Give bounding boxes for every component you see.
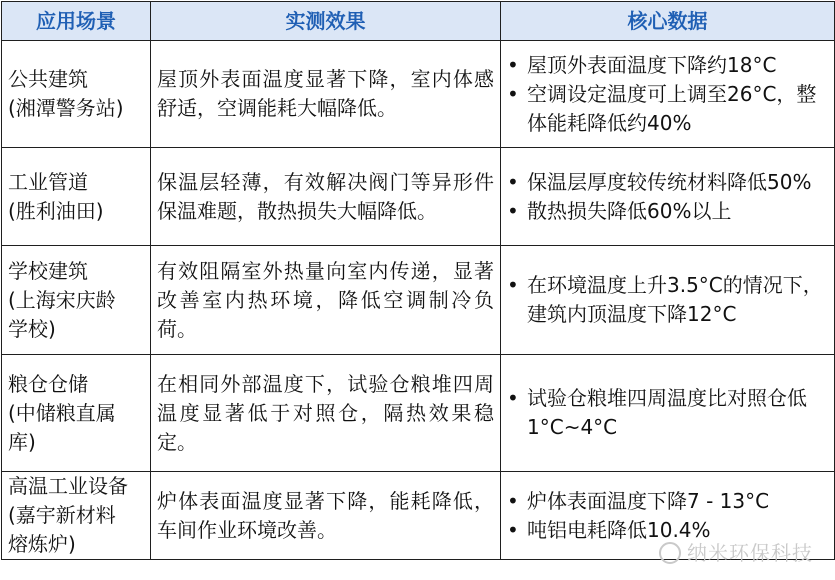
scene-line: 高温工业设备 <box>8 474 128 498</box>
table-row <box>2 246 835 355</box>
table-row <box>2 41 835 148</box>
bullet-icon: • <box>507 517 519 542</box>
data-bullet-item: • 散热损失降低60%以上 <box>507 197 828 226</box>
effect-cell: 有效阻隔室外热量向室内传递，显著改善室内热环境，降低空调制冷负荷。 <box>151 246 501 355</box>
scene-cell <box>2 472 151 560</box>
scene-line: (湘潭警务站) <box>8 96 124 120</box>
data-bullet-item: • 炉体表面温度下降7 - 13°C <box>507 487 828 516</box>
scene-cell <box>2 355 151 472</box>
scene-line: 库) <box>8 429 36 454</box>
scene-line: 公共建筑 <box>8 67 88 91</box>
bullet-icon: • <box>507 198 519 223</box>
scene-line: (中储粮直属 <box>8 400 116 425</box>
wechat-logo-icon <box>659 542 681 564</box>
scene-line: (胜利油田) <box>8 198 104 223</box>
watermark-text: 纳米环保科技 <box>687 541 813 565</box>
data-cell <box>501 355 835 472</box>
bullet-icon: • <box>507 169 519 194</box>
effect-cell: 保温层轻薄，有效解决阀门等异形件保温难题，散热损失大幅降低。 <box>151 148 501 246</box>
bullet-icon: • <box>507 386 519 410</box>
data-bullet-item: • 保温层厚度较传统材料降低50% <box>507 168 828 197</box>
data-bullet-item: • 屋顶外表面温度下降约18°C <box>507 51 828 80</box>
scene-line: 粮仓仓储 <box>8 371 88 396</box>
watermark <box>659 537 813 566</box>
table-row <box>2 148 835 246</box>
data-cell <box>501 246 835 355</box>
effect-cell: 在相同外部温度下，试验仓粮堆四周温度显著低于对照仓，隔热效果稳定。 <box>151 355 501 472</box>
scene-cell <box>2 148 151 246</box>
scene-cell <box>2 41 151 148</box>
header-core-data: 核心数据 <box>501 2 835 41</box>
bullet-icon: • <box>507 81 519 106</box>
scene-line: (上海宋庆龄 <box>8 287 116 312</box>
scene-cell <box>2 246 151 355</box>
data-cell <box>501 41 835 148</box>
data-cell <box>501 148 835 246</box>
header-application-scene: 应用场景 <box>2 2 151 41</box>
data-bullet-item: • 吨铝电耗降低10.4% <box>507 516 828 545</box>
bullet-icon: • <box>507 273 519 297</box>
scene-line: 学校) <box>8 316 56 341</box>
data-bullet-item: • 在环境温度上升3.5°C的情况下，建筑内顶温度下降12°C <box>507 273 823 326</box>
table-header-row <box>2 2 835 41</box>
data-bullet-item: • 试验仓粮堆四周温度比对照仓低1°C~4°C <box>507 386 807 439</box>
scene-line: (嘉宇新材料 <box>8 503 116 527</box>
header-measured-effect: 实测效果 <box>151 2 501 41</box>
table-row <box>2 355 835 472</box>
application-effects-table <box>1 1 835 560</box>
scene-line: 学校建筑 <box>8 258 88 283</box>
bullet-icon: • <box>507 52 519 77</box>
data-bullet-item: • 空调设定温度可上调至26°C，整体能耗降低约40% <box>507 81 817 135</box>
scene-line: 熔炼炉) <box>8 532 76 556</box>
effect-cell: 炉体表面温度显著下降，能耗降低，车间作业环境改善。 <box>151 472 501 560</box>
scene-line: 工业管道 <box>8 169 88 194</box>
effect-cell: 屋顶外表面温度显著下降，室内体感舒适，空调能耗大幅降低。 <box>151 41 501 148</box>
bullet-icon: • <box>507 488 519 513</box>
